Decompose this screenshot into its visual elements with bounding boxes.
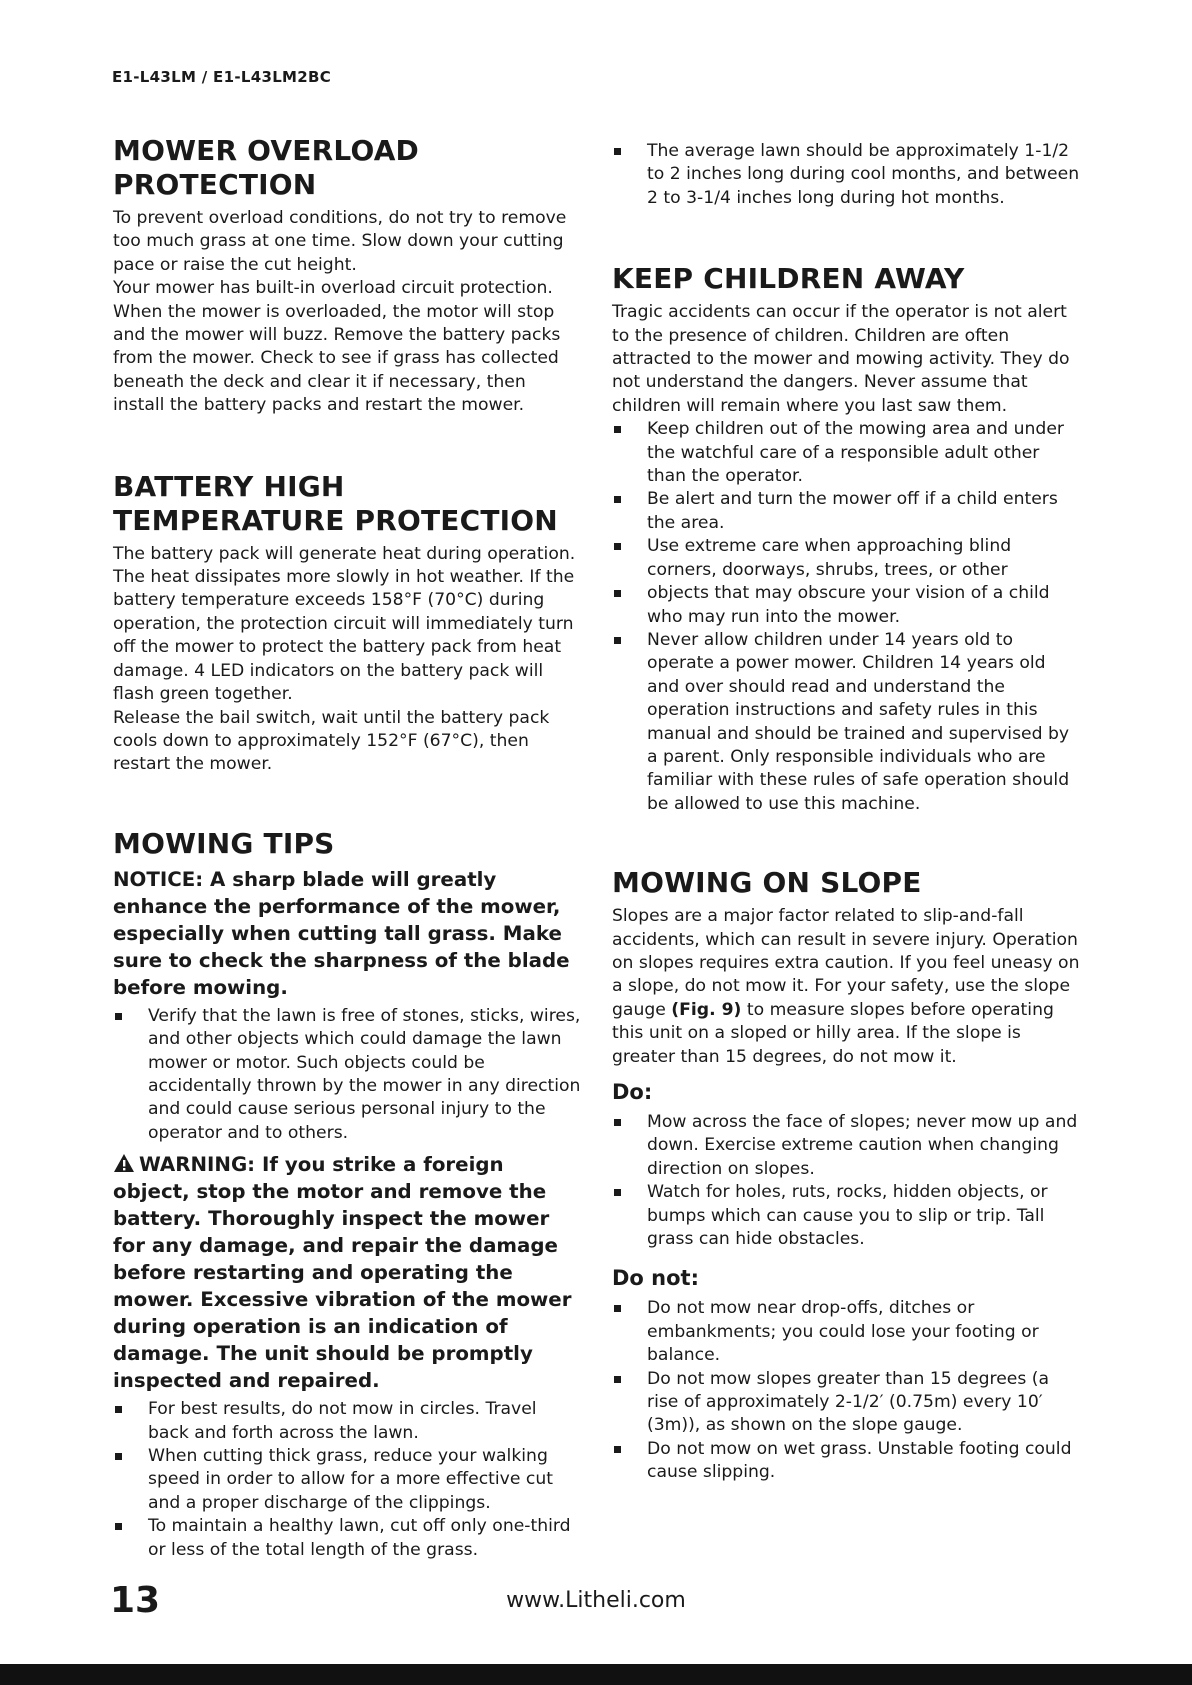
- list-item: The average lawn should be approximately 1-1/2 to 2 inches long during cool months, and between 2 to 3-1/4 inches long during hot months.: [612, 140, 1082, 210]
- tips-title: MOWING TIPS: [113, 826, 335, 860]
- slope-title: MOWING ON SLOPE: [612, 866, 922, 900]
- list-item: Do not mow near drop-offs, ditches or embankments; you could lose your footing or balance.: [612, 1297, 1082, 1367]
- do-not-list: [612, 1297, 1082, 1484]
- do-heading: Do:: [612, 1080, 653, 1104]
- children-section: [612, 262, 1082, 816]
- list-item: Watch for holes, ruts, rocks, hidden objects, or bumps which can cause you to slip or trip. Tall grass can hide obstacles.: [612, 1181, 1082, 1251]
- list-item: Mow across the face of slopes; never mow up and down. Exercise extreme caution when changing direction on slopes.: [612, 1111, 1082, 1181]
- page-number: 13: [110, 1580, 161, 1621]
- battery-para-2: Release the bail switch, wait until the battery pack cools down to approximately 152°F (67°C), then restart the mower.: [113, 707, 550, 775]
- slope-text-b: to measure slopes before operating this unit on a sloped or hilly area. If the slope is greater than 15 degrees, do not mow it.: [612, 999, 1054, 1067]
- tips-list-1: [113, 1005, 581, 1145]
- notice-text: A sharp blade will greatly enhance the performance of the mower, especially when cutting tall grass. Make sure to check the sharpness of the blade before mowing.: [113, 867, 570, 999]
- warning-paragraph: [113, 1151, 581, 1394]
- list-item: To maintain a healthy lawn, cut off only one-third or less of the total length of the grass.: [113, 1515, 581, 1562]
- do-list: [612, 1111, 1082, 1251]
- battery-title: BATTERY HIGH TEMPERATURE PROTECTION: [113, 469, 558, 537]
- slope-section: [612, 866, 1082, 1485]
- left-column: [113, 134, 581, 1562]
- children-title: KEEP CHILDREN AWAY: [612, 262, 965, 296]
- website-url: www.Litheli.com: [506, 1588, 686, 1613]
- overload-para-2: Your mower has built-in overload circuit protection. When the mower is overloaded, the motor will stop and the mower will buzz. Remove the battery packs from the mower. Check to see if grass has collected beneath the deck and clear it if necessary, then install the battery packs and restart the mower.: [113, 278, 561, 416]
- warning-icon: [113, 1153, 135, 1173]
- bottom-bar: [0, 1664, 1192, 1685]
- notice-paragraph: [113, 866, 581, 1001]
- right-column: [612, 140, 1082, 1485]
- list-item: Do not mow on wet grass. Unstable footing could cause slipping.: [612, 1438, 1082, 1485]
- list-item: Use extreme care when approaching blind corners, doorways, shrubs, trees, or other: [612, 535, 1082, 582]
- do-not-heading: Do not:: [612, 1266, 699, 1291]
- slope-para: [612, 905, 1082, 1069]
- children-list: [612, 418, 1082, 816]
- lawn-length-list: [612, 140, 1082, 210]
- list-item: Do not mow slopes greater than 15 degrees (a rise of approximately 2-1/2′ (0.75m) every 10′ (3m)), as shown on the slope gauge.: [612, 1368, 1082, 1438]
- list-item: For best results, do not mow in circles. Travel back and forth across the lawn.: [113, 1398, 581, 1445]
- children-para: Tragic accidents can occur if the operator is not alert to the presence of children. Children are often attracted to the mower and mowing activity. They do not understand the dangers. Never assume that children will remain where you last saw them.: [612, 302, 1070, 416]
- tips-list-2: [113, 1398, 581, 1562]
- battery-para-1: The battery pack will generate heat during operation. The heat dissipates more slowly in hot weather. If the battery temperature exceeds 158°F (70°C) during operation, the protection circuit will immediately turn off the mower to protect the battery pack from heat damage. 4 LED indicators on the battery pack will flash green together.: [113, 543, 576, 705]
- list-item: objects that may obscure your vision of a child who may run into the mower.: [612, 582, 1082, 629]
- fig-reference: (Fig. 9): [671, 999, 742, 1020]
- list-item: Keep children out of the mowing area and under the watchful care of a responsible adult other than the operator.: [612, 418, 1082, 488]
- overload-section: [113, 134, 581, 418]
- overload-para-1: To prevent overload conditions, do not try to remove too much grass at one time. Slow down your cutting pace or raise the cut height.: [113, 208, 567, 275]
- slope-text-a: Slopes are a major factor related to slip-and-fall accidents, which can result in severe injury. Operation on slopes requires extra caution. If you feel uneasy on a slope, do not mow it. For your safety, use the slope gauge: [612, 906, 1080, 1020]
- warning-text: If you strike a foreign object, stop the motor and remove the battery. Thoroughly inspect the mower for any damage, and repair the damage before restarting and operating the mower. Excessive vibration of the mower during operation is an indication of damage. The unit should be promptly inspected and repaired.: [113, 1153, 572, 1393]
- overload-title: MOWER OVERLOAD PROTECTION: [113, 134, 420, 201]
- warning-label: WARNING:: [139, 1153, 256, 1177]
- battery-section: [113, 470, 581, 777]
- tips-section: [113, 827, 581, 1562]
- model-header: E1-L43LM / E1-L43LM2BC: [112, 68, 332, 86]
- list-item: Never allow children under 14 years old to operate a power mower. Children 14 years old and over should read and understand the operation instructions and safety rules in this manual and should be trained and supervised by a parent. Only responsible individuals who are familiar with these rules of safe operation should be allowed to use this machine.: [612, 629, 1082, 816]
- list-item: Be alert and turn the mower off if a child enters the area.: [612, 488, 1082, 535]
- list-item: Verify that the lawn is free of stones, sticks, wires, and other objects which could damage the lawn mower or motor. Such objects could be accidentally thrown by the mower in any direction and could cause serious personal injury to the operator and to others.: [113, 1005, 581, 1145]
- notice-label: NOTICE:: [113, 867, 204, 891]
- list-item: When cutting thick grass, reduce your walking speed in order to allow for a more effective cut and a proper discharge of the clippings.: [113, 1445, 581, 1515]
